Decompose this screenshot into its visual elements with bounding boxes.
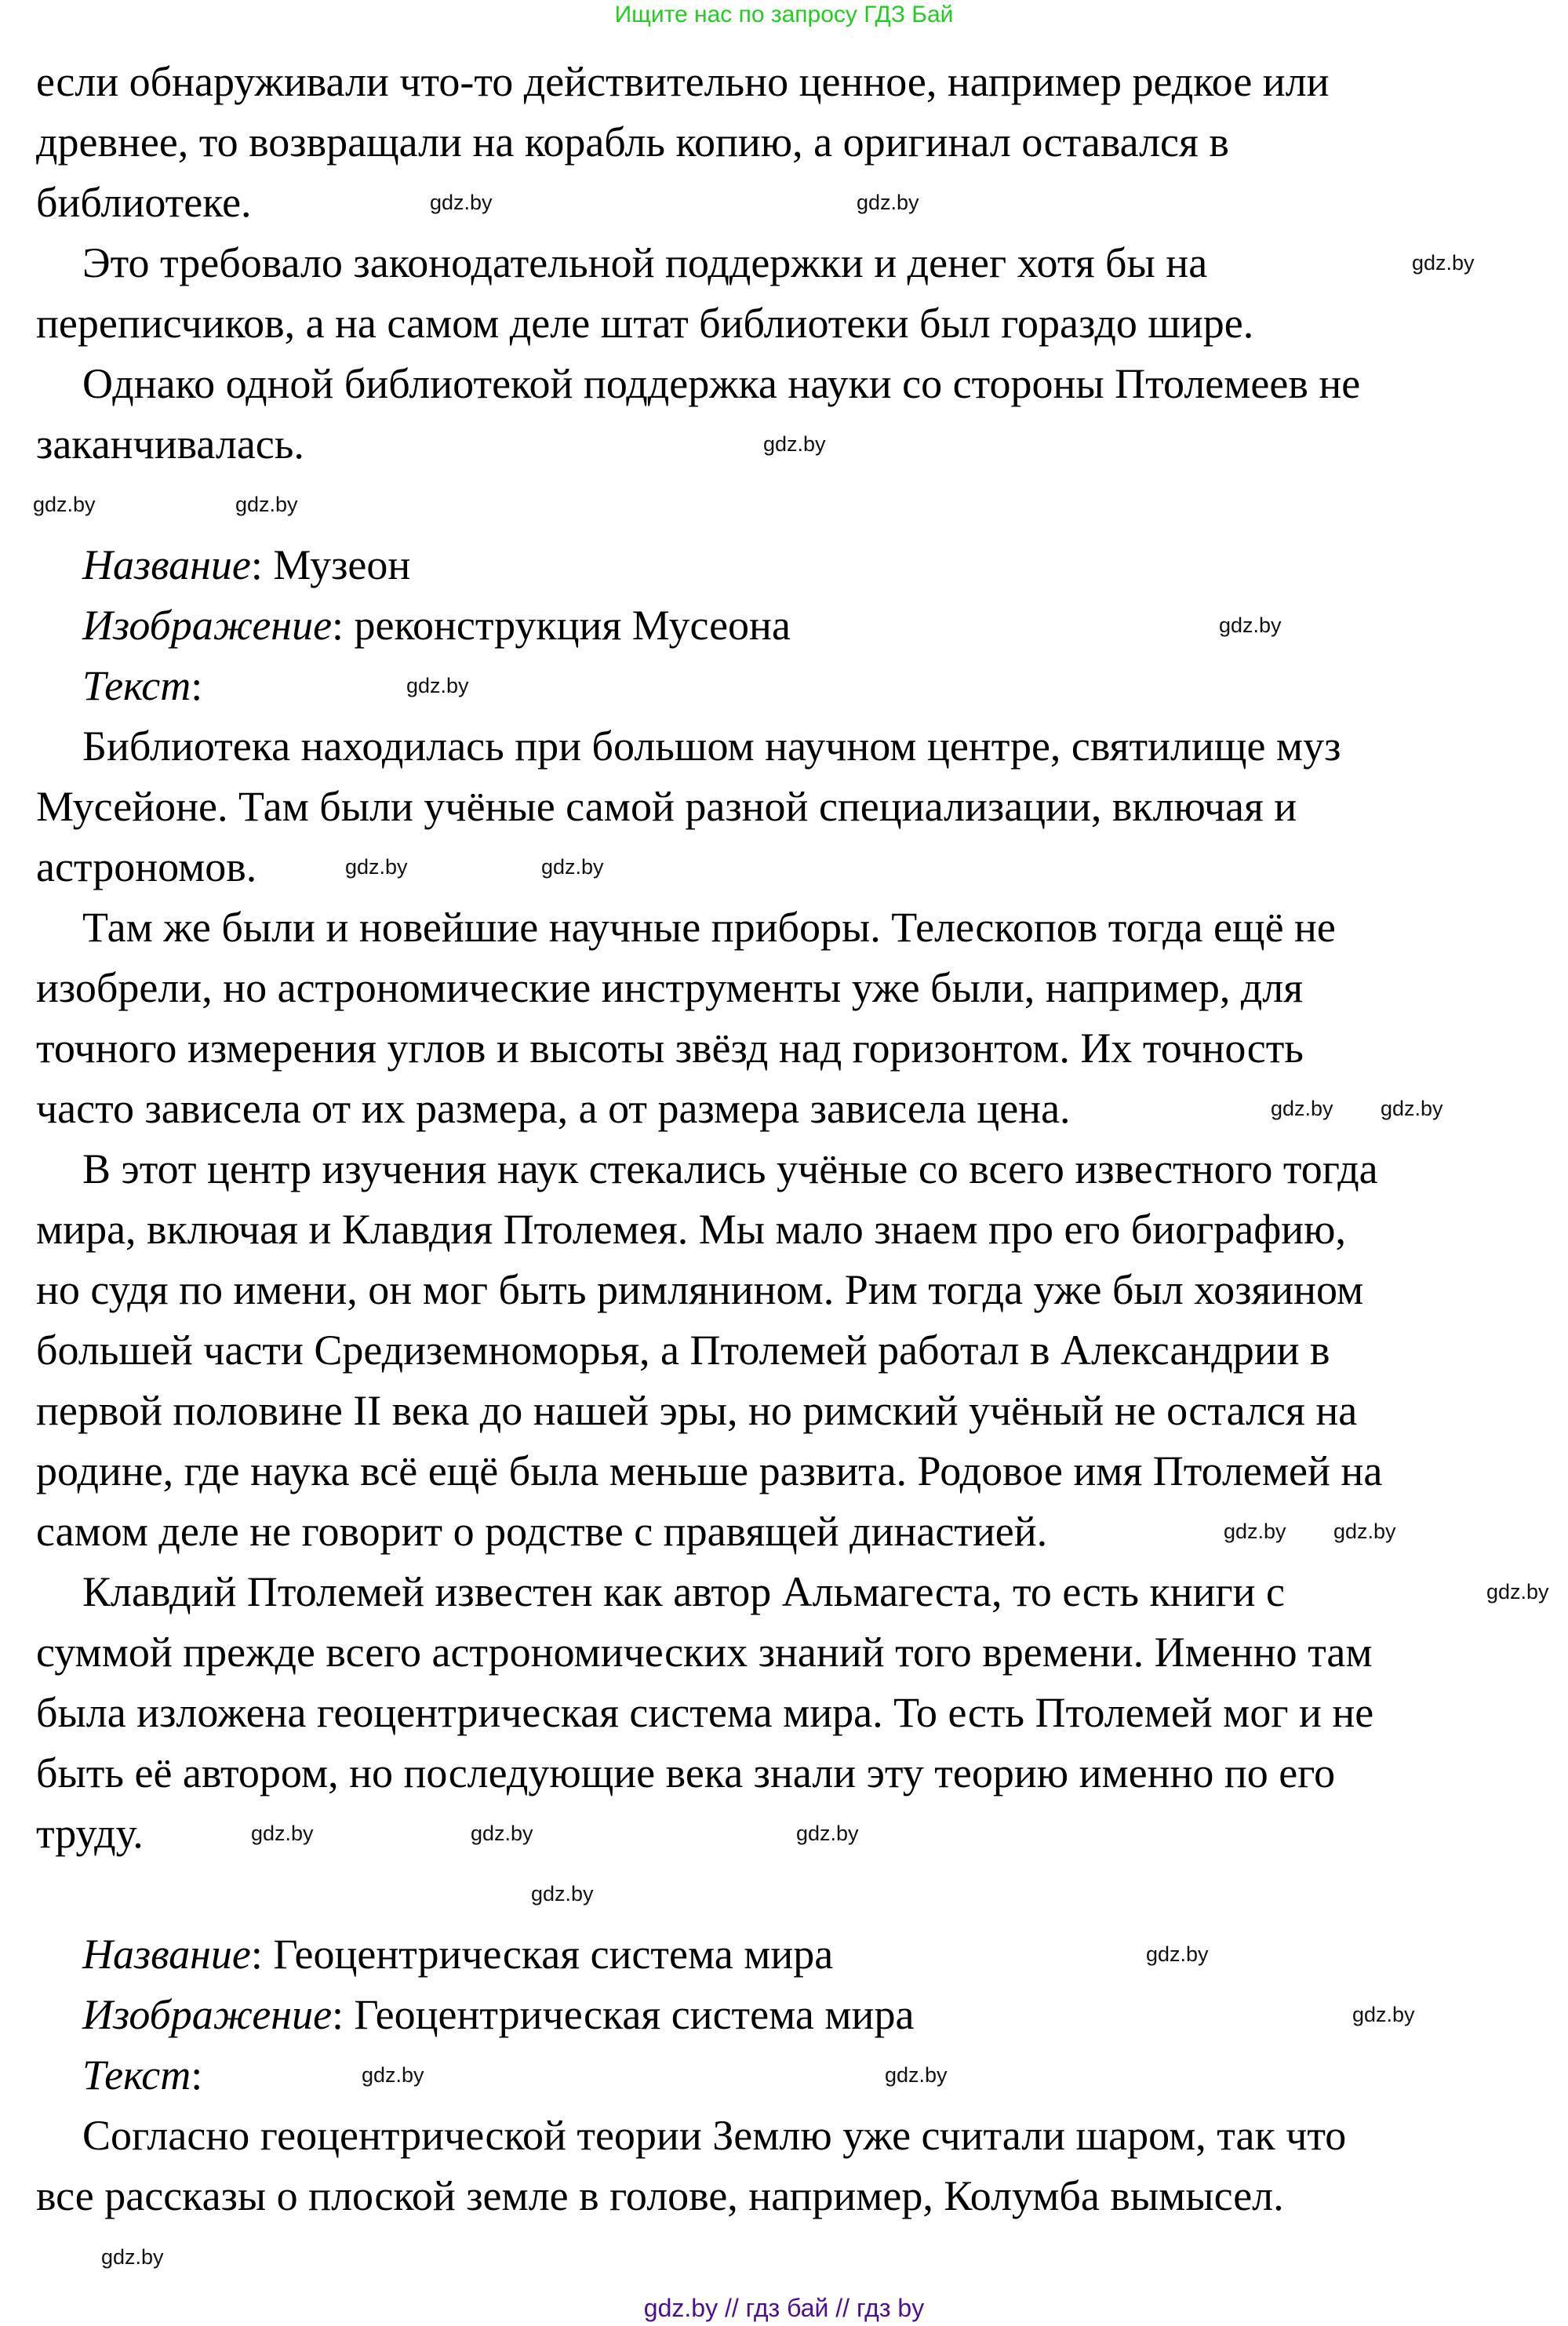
text-line: изобрели, но астрономические инструменты уже были, например, для [36,964,1304,1011]
watermark: gdz.by [101,2245,164,2269]
text-line: Мусейоне. Там были учёные самой разной специализации, включая и [36,783,1297,830]
text-line: Клавдий Птолемей известен как автор Альмагеста, то есть книги с [82,1568,1285,1615]
text-line: самом деле не говорит о родстве с правящей династией. [36,1508,1048,1555]
text-line: точного измерения углов и высоты звёзд над горизонтом. Их точность [36,1025,1304,1072]
text-line: все рассказы о плоской земле в голове, например, Колумба вымысел. [36,2172,1284,2219]
watermark: gdz.by [406,674,469,697]
watermark: gdz.by [1333,1520,1396,1543]
value: : [191,662,203,709]
text-line: если обнаруживали что-то действительно ценное, например редкое или [36,58,1330,105]
label: Изображение [82,1991,333,2038]
watermark: gdz.by [541,855,604,879]
watermark: gdz.by [531,1882,594,1906]
card-text [36,656,202,716]
text-line: но судя по имени, он мог быть римлянином. Рим тогда уже был хозяином [36,1266,1364,1313]
text-line: первой половине II века до нашей эры, но римский учёный не остался на [36,1387,1358,1434]
text-line: была изложена геоцентрическая система мира. То есть Птолемей мог и не [36,1689,1374,1736]
watermark: gdz.by [1219,613,1282,637]
watermark: gdz.by [430,191,493,214]
card-image [36,1985,914,2045]
label: Текст [82,2051,191,2098]
text-line: астрономов. [36,843,257,890]
card-name [36,535,410,595]
label: Изображение [82,602,333,649]
watermark: gdz.by [251,1822,314,1845]
text-line: древнее, то возвращали на корабль копию, а оригинал оставался в [36,118,1229,166]
value: : Геоцентрическая система мира [250,1931,834,1978]
text-line: библиотеке. [36,179,252,226]
text-line: быть её автором, но последующие века знали эту теорию именно по его [36,1749,1336,1796]
value: : Геоцентрическая система мира [332,1991,915,2038]
text-line: родине, где наука всё ещё была меньше развита. Родовое имя Птолемей на [36,1447,1383,1494]
text-line: труду. [36,1810,144,1857]
document-body [36,52,1566,2226]
text-line: Там же были и новейшие научные приборы. Телескопов тогда ещё не [82,904,1336,951]
header-banner[interactable]: Ищите нас по запросу ГДЗ Бай [614,2,954,27]
footer-links[interactable]: gdz.by // гдз бай // гдз by [643,2294,925,2322]
card-name [36,1924,833,1985]
watermark: gdz.by [471,1822,533,1845]
watermark: gdz.by [763,432,826,456]
text-line: большей части Средиземноморья, а Птолемей работал в Александрии в [36,1327,1330,1374]
watermark: gdz.by [1352,2003,1415,2026]
watermark: gdz.by [1412,251,1475,275]
watermark: gdz.by [1271,1097,1333,1120]
watermark: gdz.by [345,855,408,879]
text-line: Это требовало законодательной поддержки и денег хотя бы на [82,239,1208,286]
text-line: мира, включая и Клавдия Птолемея. Мы мало знаем про его биографию, [36,1206,1346,1253]
text-line: заканчивалась. [36,420,304,468]
text-line: В этот центр изучения наук стекались учёные со всего известного тогда [82,1145,1378,1192]
label: Название [82,541,251,588]
text-line: переписчиков, а на самом деле штат библиотеки был гораздо шире. [36,300,1254,347]
text-line: Однако одной библиотекой поддержка науки со стороны Птолемеев не [82,360,1361,407]
card-text [36,2045,202,2106]
watermark: gdz.by [1486,1580,1549,1603]
watermark: gdz.by [362,2063,424,2087]
watermark: gdz.by [1381,1097,1443,1120]
text-line: Согласно геоцентрической теории Землю уже считали шаром, так что [82,2112,1347,2159]
text-line: суммой прежде всего астрономических знаний того времени. Именно там [36,1629,1373,1676]
watermark: gdz.by [857,191,919,214]
value: : Музеон [250,541,411,588]
watermark: gdz.by [1146,1942,1209,1966]
watermark: gdz.by [33,493,96,516]
watermark: gdz.by [1224,1520,1286,1543]
card-image [36,595,791,656]
text-line: часто зависела от их размера, а от размера зависела цена. [36,1085,1071,1132]
label: Название [82,1931,251,1978]
watermark: gdz.by [885,2063,948,2087]
text-line: Библиотека находилась при большом научном центре, святилище муз [82,723,1341,770]
watermark: gdz.by [235,493,298,516]
value: : [191,2051,203,2098]
label: Текст [82,662,191,709]
value: : реконструкция Мусеона [332,602,791,649]
watermark: gdz.by [796,1822,859,1845]
